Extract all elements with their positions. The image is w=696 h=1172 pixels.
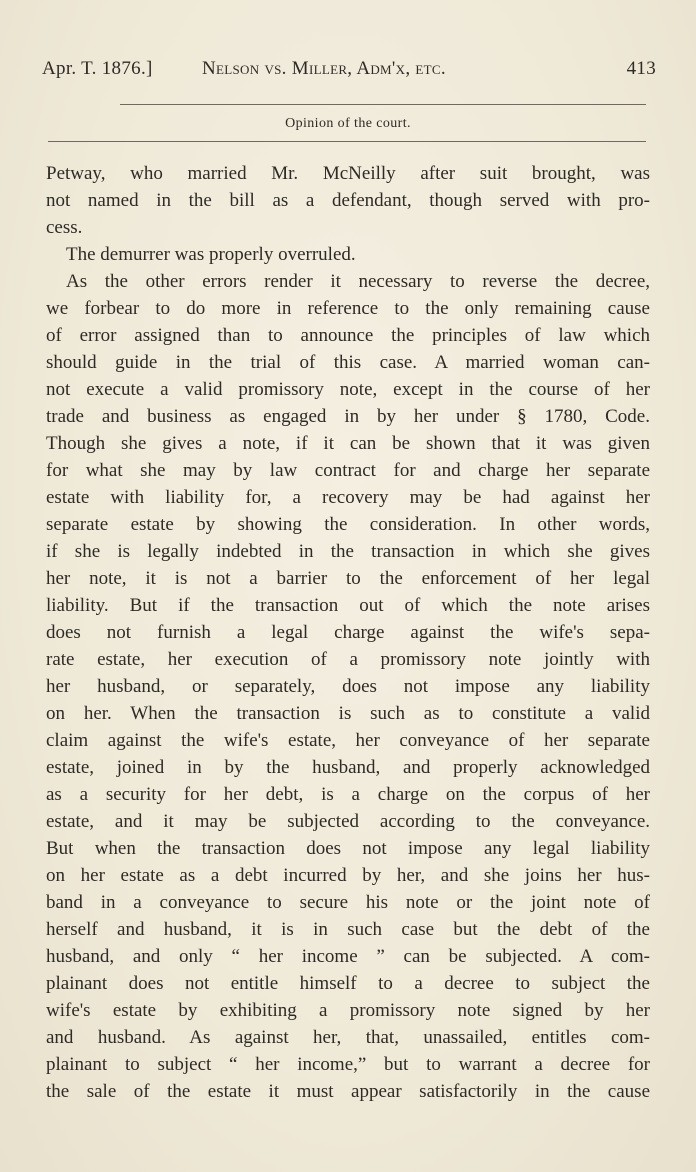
text-line: cess. <box>46 217 83 238</box>
text-line: plainant to subject “ her income,” but to warrant a decree for <box>46 1054 650 1075</box>
text-line: on her estate as a debt incurred by her, and she joins her hus- <box>46 865 650 886</box>
text-line: husband, and only “ her income ” can be subjected. A com- <box>46 946 650 967</box>
text-line: of error assigned than to announce the principles of law which <box>46 325 650 346</box>
text-line: liability. But if the transaction out of which the note arises <box>46 595 650 616</box>
text-line: The demurrer was properly overruled. <box>66 244 356 265</box>
text-line: does not furnish a legal charge against the wife's sepa- <box>46 622 650 643</box>
text-line: the sale of the estate it must appear satisfactorily in the cause <box>46 1081 650 1102</box>
text-line: estate with liability for, a recovery may be had against her <box>46 487 650 508</box>
text-line: we forbear to do more in reference to the only remaining cause <box>46 298 650 319</box>
text-line: estate, and it may be subjected according to the conveyance. <box>46 811 650 832</box>
header-rule-bottom <box>48 141 646 142</box>
text-line: claim against the wife's estate, her conveyance of her separate <box>46 730 650 751</box>
section-subheading: Opinion of the court. <box>285 116 411 131</box>
text-line: As the other errors render it necessary to reverse the decree, <box>66 271 650 292</box>
opinion-body <box>46 160 650 1105</box>
term-label: Apr. T. 1876.] <box>42 58 153 79</box>
text-line: plainant does not entitle himself to a decree to subject the <box>46 973 650 994</box>
header-rule-top <box>120 104 646 105</box>
text-line: Petway, who married Mr. McNeilly after suit brought, was <box>46 163 650 184</box>
text-line: on her. When the transaction is such as to constitute a valid <box>46 703 650 724</box>
text-line: not execute a valid promissory note, except in the course of her <box>46 379 650 400</box>
text-line: for what she may by law contract for and charge her separate <box>46 460 650 481</box>
text-line: Though she gives a note, if it can be shown that it was given <box>46 433 650 454</box>
text-line: wife's estate by exhibiting a promissory note signed by her <box>46 1000 650 1021</box>
text-line: estate, joined in by the husband, and properly acknowledged <box>46 757 650 778</box>
text-line: band in a conveyance to secure his note or the joint note of <box>46 892 650 913</box>
text-line: her husband, or separately, does not impose any liability <box>46 676 650 697</box>
text-line: as a security for her debt, is a charge on the corpus of her <box>46 784 650 805</box>
text-line: her note, it is not a barrier to the enforcement of her legal <box>46 568 650 589</box>
case-title: Nelson vs. Miller, Adm'x, etc. <box>202 58 446 79</box>
text-line: should guide in the trial of this case. A married woman can- <box>46 352 650 373</box>
text-line: trade and business as engaged in by her under § 1780, Code. <box>46 406 650 427</box>
text-line: herself and husband, it is in such case but the debt of the <box>46 919 650 940</box>
text-line: and husband. As against her, that, unassailed, entitles com- <box>46 1027 650 1048</box>
running-header <box>42 58 656 88</box>
text-line: if she is legally indebted in the transaction in which she gives <box>46 541 650 562</box>
text-line: But when the transaction does not impose any legal liability <box>46 838 650 859</box>
text-line: not named in the bill as a defendant, though served with pro- <box>46 190 650 211</box>
text-line: rate estate, her execution of a promissory note jointly with <box>46 649 650 670</box>
page-number: 413 <box>626 58 656 79</box>
text-line: separate estate by showing the consideration. In other words, <box>46 514 650 535</box>
